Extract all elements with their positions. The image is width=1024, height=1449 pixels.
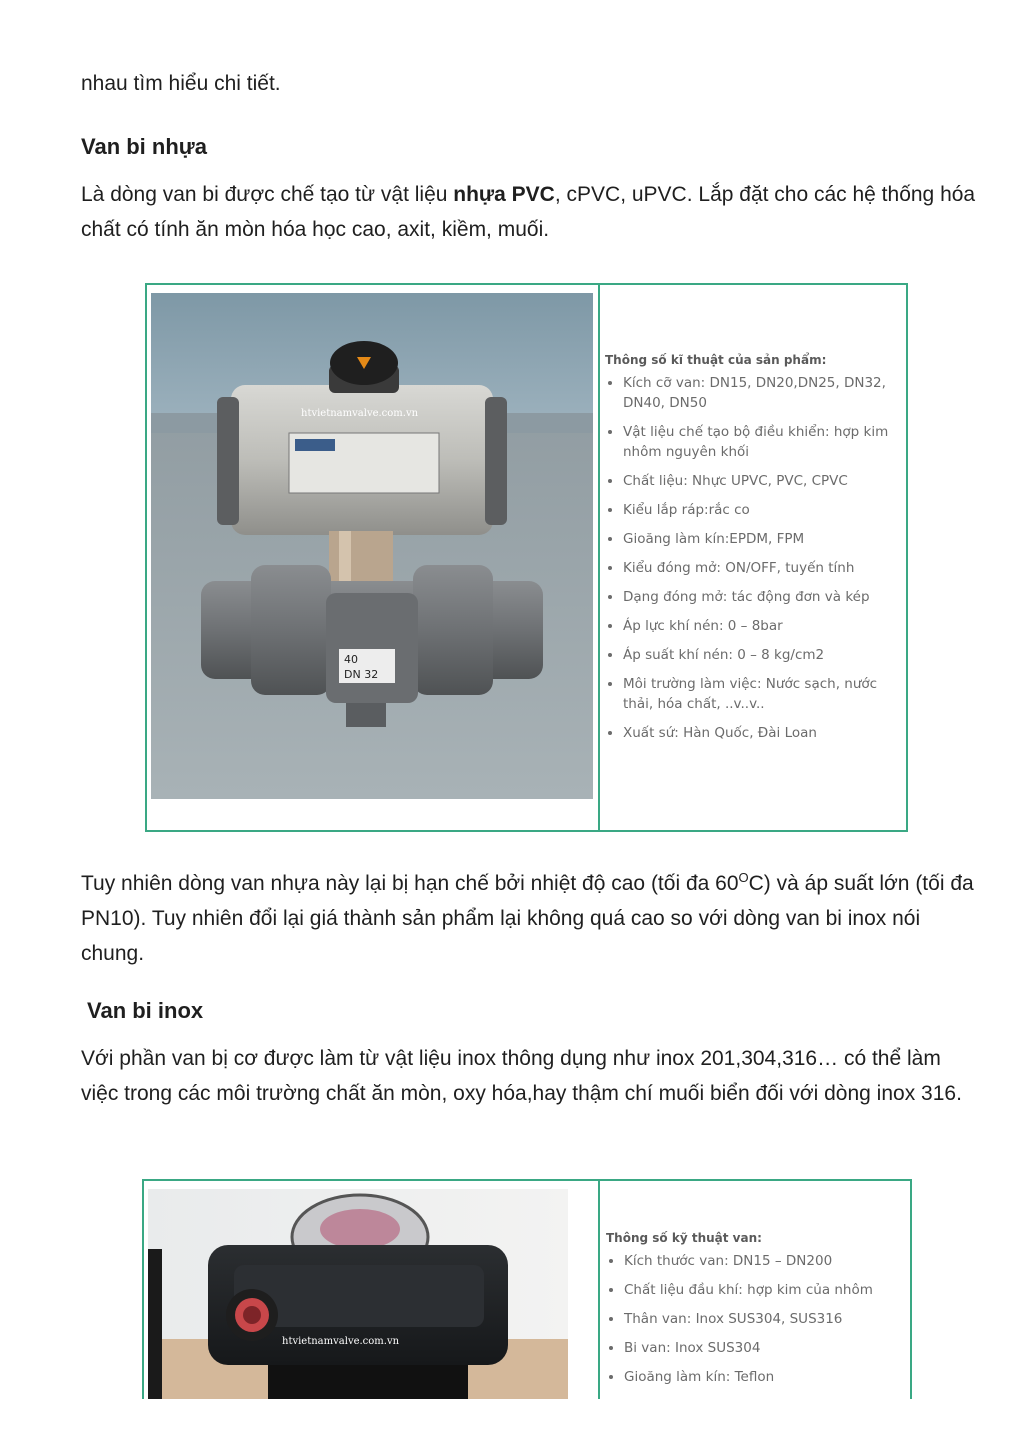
spec-item: • Thân van: Inox SUS304, SUS316 xyxy=(624,1309,906,1329)
stainless-valve-figure xyxy=(142,1179,912,1399)
spec-item: • Môi trường làm việc: Nước sạch, nước thải, hóa chất, ..v..v.. xyxy=(623,674,901,714)
spec-item: • Kiểu đóng mở: ON/OFF, tuyến tính xyxy=(623,558,901,578)
spec-item: • Vật liệu chế tạo bộ điều khiển: hợp kim nhôm nguyên khối xyxy=(623,422,901,462)
spec-item: • Gioăng làm kín: Teflon xyxy=(624,1367,906,1387)
plastic-valve-figure xyxy=(145,283,908,832)
spec-item: • Gioăng làm kín:EPDM, FPM xyxy=(623,529,901,549)
limitations-text-b: C) và áp suất lớn (tối đa PN10). Tuy nhiên đổi lại giá thành sản phẩm lại không quá cao so với dòng van bi inox nói chung. xyxy=(81,872,974,965)
plastic-valve-text-a: Là dòng van bi được chế tạo từ vật liệu xyxy=(81,183,454,206)
spec-item: • Kích cỡ van: DN15, DN20,DN25, DN32, DN40, DN50 xyxy=(623,373,901,413)
plastic-valve-label-line1: 40 xyxy=(344,653,358,666)
spec-item: • Bi van: Inox SUS304 xyxy=(624,1338,906,1358)
spec-item: • Dạng đóng mở: tác động đơn và kép xyxy=(623,587,901,607)
degree-superscript: O xyxy=(738,870,749,885)
stainless-valve-spec-list xyxy=(606,1231,906,1396)
plastic-valve-watermark: htvietnamvalve.com.vn xyxy=(301,408,419,419)
plastic-valve-text-bold: nhựa PVC xyxy=(453,183,555,206)
plastic-valve-text-b: , cPVC, uPVC. Lắp đặt cho các hệ thống hóa chất có tính ăn mòn hóa học cao, axit, kiềm, muối. xyxy=(81,183,976,241)
plastic-valve-limitations xyxy=(81,860,976,971)
spec-item: • Chất liệu: Nhực UPVC, PVC, CPVC xyxy=(623,471,901,491)
plastic-valve-description xyxy=(81,177,976,247)
section-heading-stainless-ball-valve: Van bi inox xyxy=(87,998,204,1023)
spec-item: • Áp lực khí nén: 0 – 8bar xyxy=(623,616,901,636)
spec-item: • Áp suất khí nén: 0 – 8 kg/cm2 xyxy=(623,645,901,665)
plastic-valve-spec-title: Thông số kĩ thuật của sản phẩm: xyxy=(605,353,827,367)
plastic-valve-label-line2: DN 32 xyxy=(344,668,379,681)
section-heading-plastic-ball-valve: Van bi nhựa xyxy=(81,134,207,159)
stainless-valve-figure-divider xyxy=(598,1181,600,1399)
stainless-valve-spec-title: Thông số kỹ thuật van: xyxy=(606,1231,762,1245)
stainless-valve-description: Với phần van bị cơ được làm từ vật liệu inox thông dụng như inox 201,304,316… có thể làm việc trong các môi trường chất ăn mòn, oxy hóa,hay thậm chí muối biển đối với dòng inox 316. xyxy=(81,1047,962,1105)
spec-item: • Chất liệu đầu khí: hợp kim của nhôm xyxy=(624,1280,906,1300)
intro-paragraph-tail: nhau tìm hiểu chi tiết. xyxy=(81,72,281,95)
spec-item: • Xuất sứ: Hàn Quốc, Đài Loan xyxy=(623,723,901,743)
spec-item: • Kích thước van: DN15 – DN200 xyxy=(624,1251,906,1271)
stainless-valve-photo xyxy=(148,1189,568,1399)
plastic-valve-figure-divider xyxy=(598,285,600,830)
stainless-valve-watermark: htvietnamvalve.com.vn xyxy=(282,1336,400,1347)
limitations-text-a: Tuy nhiên dòng van nhựa này lại bị hạn chế bởi nhiệt độ cao (tối đa 60 xyxy=(81,872,739,895)
plastic-valve-spec-list xyxy=(605,353,901,752)
plastic-valve-photo xyxy=(151,293,593,799)
spec-item: • Kiểu lắp ráp:rắc co xyxy=(623,500,901,520)
